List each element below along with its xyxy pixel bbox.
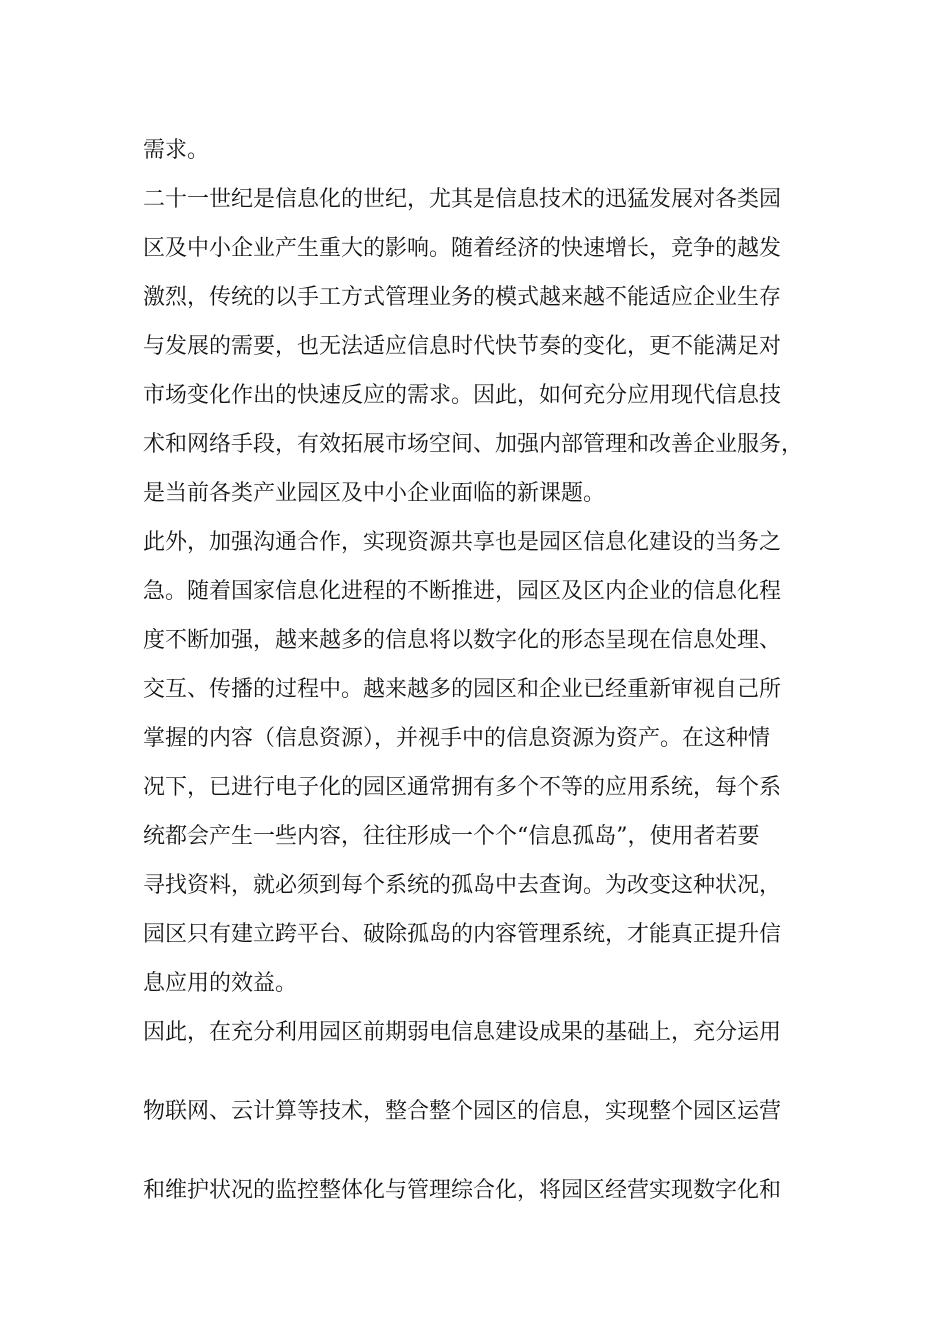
text-line: 息应用的效益。 — [143, 971, 298, 996]
text-line: 激烈，传统的以手工方式管理业务的模式越来越不能适应企业生存 — [143, 285, 782, 310]
text-line: 需求。 — [143, 138, 210, 163]
text-line: 术和网络手段，有效拓展市场空间、加强内部管理和改善企业服务， — [143, 432, 804, 457]
text-line: 市场变化作出的快速反应的需求。因此，如何充分应用现代信息技 — [143, 383, 782, 408]
text-line: 二十一世纪是信息化的世纪，尤其是信息技术的迅猛发展对各类园 — [143, 187, 782, 212]
text-line: 园区只有建立跨平台、破除孤岛的内容管理系统，才能真正提升信 — [143, 922, 782, 947]
text-line: 统都会产生一些内容，往往形成一个个“信息孤岛”，使用者若要 — [143, 824, 760, 849]
text-line: 物联网、云计算等技术，整合整个园区的信息，实现整个园区运营 — [143, 1099, 782, 1124]
text-line: 交互、传播的过程中。越来越多的园区和企业已经重新审视自己所 — [143, 677, 782, 702]
text-line: 急。随着国家信息化进程的不断推进，园区及区内企业的信息化程 — [143, 579, 782, 604]
text-line: 与发展的需要，也无法适应信息时代快节奏的变化，更不能满足对 — [143, 334, 782, 359]
text-line: 掌握的内容（信息资源），并视手中的信息资源为资产。在这种情 — [143, 726, 771, 751]
text-line: 寻找资料，就必须到每个系统的孤岛中去查询。为改变这种状况， — [143, 873, 782, 898]
text-line: 因此，在充分利用园区前期弱电信息建设成果的基础上，充分运用 — [143, 1020, 782, 1045]
text-line: 度不断加强，越来越多的信息将以数字化的形态呈现在信息处理、 — [143, 628, 782, 653]
text-line: 此外，加强沟通合作，实现资源共享也是园区信息化建设的当务之 — [143, 530, 782, 555]
text-line: 况下，已进行电子化的园区通常拥有多个不等的应用系统，每个系 — [143, 775, 782, 800]
text-line: 和维护状况的监控整体化与管理综合化，将园区经营实现数字化和 — [143, 1178, 782, 1203]
text-line: 是当前各类产业园区及中小企业面临的新课题。 — [143, 481, 606, 506]
text-line: 区及中小企业产生重大的影响。随着经济的快速增长，竞争的越发 — [143, 236, 782, 261]
